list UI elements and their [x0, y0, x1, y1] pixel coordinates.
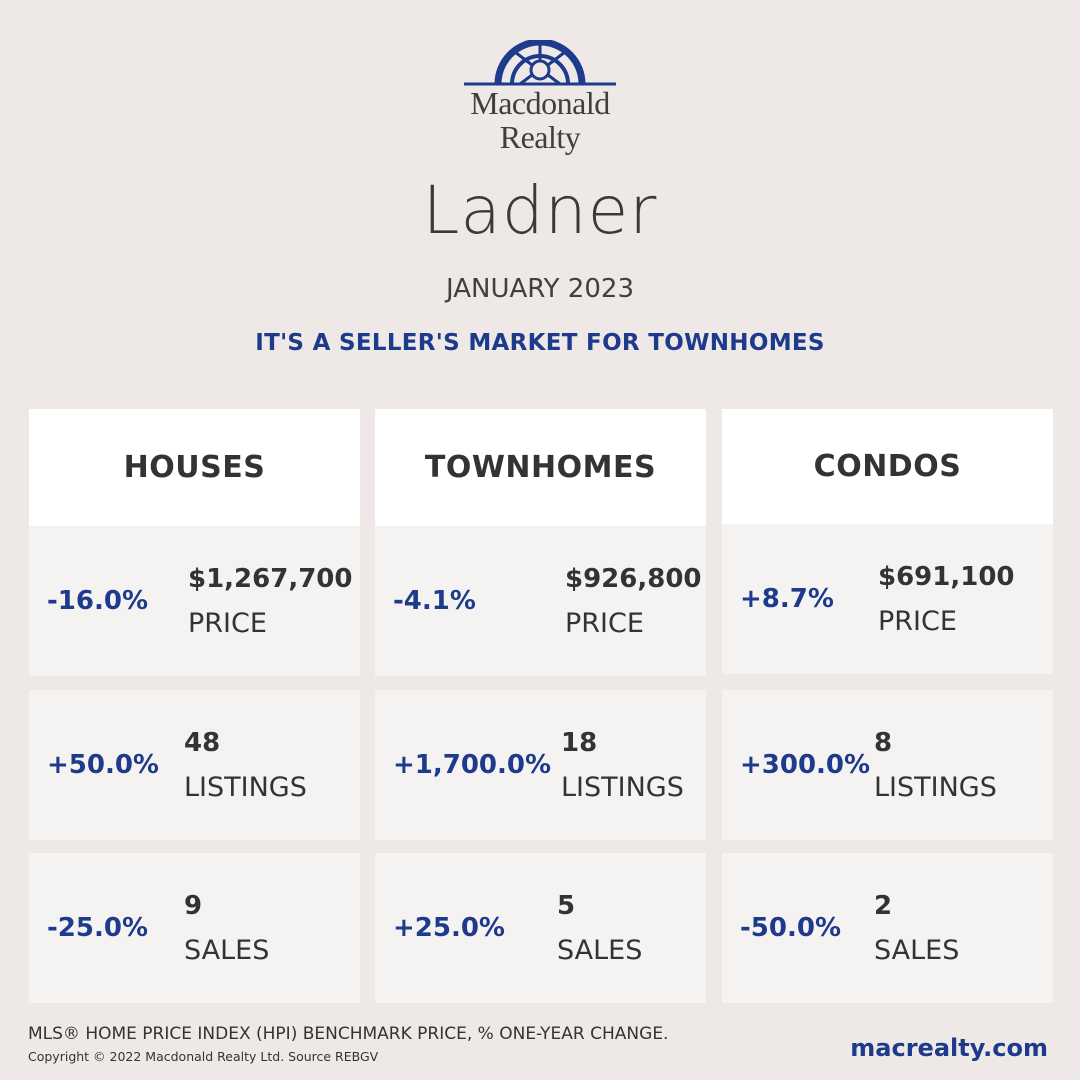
footer-note: MLS® HOME PRICE INDEX (HPI) BENCHMARK PRICE, % ONE-YEAR CHANGE. — [28, 1024, 669, 1044]
townhomes-listings-value: 18 — [561, 728, 598, 758]
brand-name-line2: Realty — [499, 119, 581, 155]
condos-price-change: +8.7% — [740, 584, 834, 614]
houses-sales-change: -25.0% — [47, 913, 148, 943]
city-title: Ladner — [422, 172, 658, 249]
houses-listings-card — [29, 690, 360, 840]
houses-sales-label: SALES — [184, 935, 270, 966]
townhomes-sales-change: +25.0% — [393, 913, 505, 943]
houses-sales-value: 9 — [184, 891, 203, 921]
townhomes-price-label: PRICE — [565, 608, 644, 639]
townhomes-price-card — [375, 526, 706, 676]
houses-price-change: -16.0% — [47, 586, 148, 616]
townhomes-sales-value: 5 — [557, 891, 576, 921]
condos-price-label: PRICE — [878, 606, 957, 637]
condos-header: CONDOS — [722, 409, 1053, 524]
condos-listings-label: LISTINGS — [874, 772, 997, 803]
houses-listings-value: 48 — [184, 728, 221, 758]
houses-sales-card — [29, 853, 360, 1003]
houses-header: HOUSES — [29, 409, 360, 526]
market-tagline: IT'S A SELLER'S MARKET FOR TOWNHOMES — [255, 330, 825, 356]
houses-price-value: $1,267,700 — [188, 564, 353, 594]
condos-sales-card — [722, 853, 1053, 1003]
houses-listings-label: LISTINGS — [184, 772, 307, 803]
macdonald-realty-logo-icon — [460, 40, 620, 86]
condos-sales-change: -50.0% — [740, 913, 841, 943]
condos-listings-change: +300.0% — [740, 750, 871, 780]
townhomes-price-change: -4.1% — [393, 586, 476, 616]
houses-price-label: PRICE — [188, 608, 267, 639]
brand-name-line1: Macdonald — [470, 85, 610, 121]
condos-sales-label: SALES — [874, 935, 960, 966]
houses-price-card — [29, 526, 360, 676]
condos-price-value: $691,100 — [878, 562, 1015, 592]
report-month: JANUARY 2023 — [446, 274, 634, 304]
website-link[interactable]: macrealty.com — [850, 1034, 1048, 1062]
townhomes-listings-label: LISTINGS — [561, 772, 684, 803]
condos-listings-card — [722, 690, 1053, 840]
townhomes-sales-label: SALES — [557, 935, 643, 966]
footer-copyright: Copyright © 2022 Macdonald Realty Ltd. Source REBGV — [28, 1049, 379, 1064]
brand-logo — [0, 40, 1080, 154]
condos-sales-value: 2 — [874, 891, 893, 921]
condos-price-card — [722, 524, 1053, 674]
townhomes-header: TOWNHOMES — [375, 409, 706, 526]
condos-listings-value: 8 — [874, 728, 893, 758]
townhomes-listings-change: +1,700.0% — [393, 750, 552, 780]
houses-listings-change: +50.0% — [47, 750, 159, 780]
townhomes-price-value: $926,800 — [565, 564, 702, 594]
townhomes-listings-card — [375, 690, 706, 840]
townhomes-sales-card — [375, 853, 706, 1003]
